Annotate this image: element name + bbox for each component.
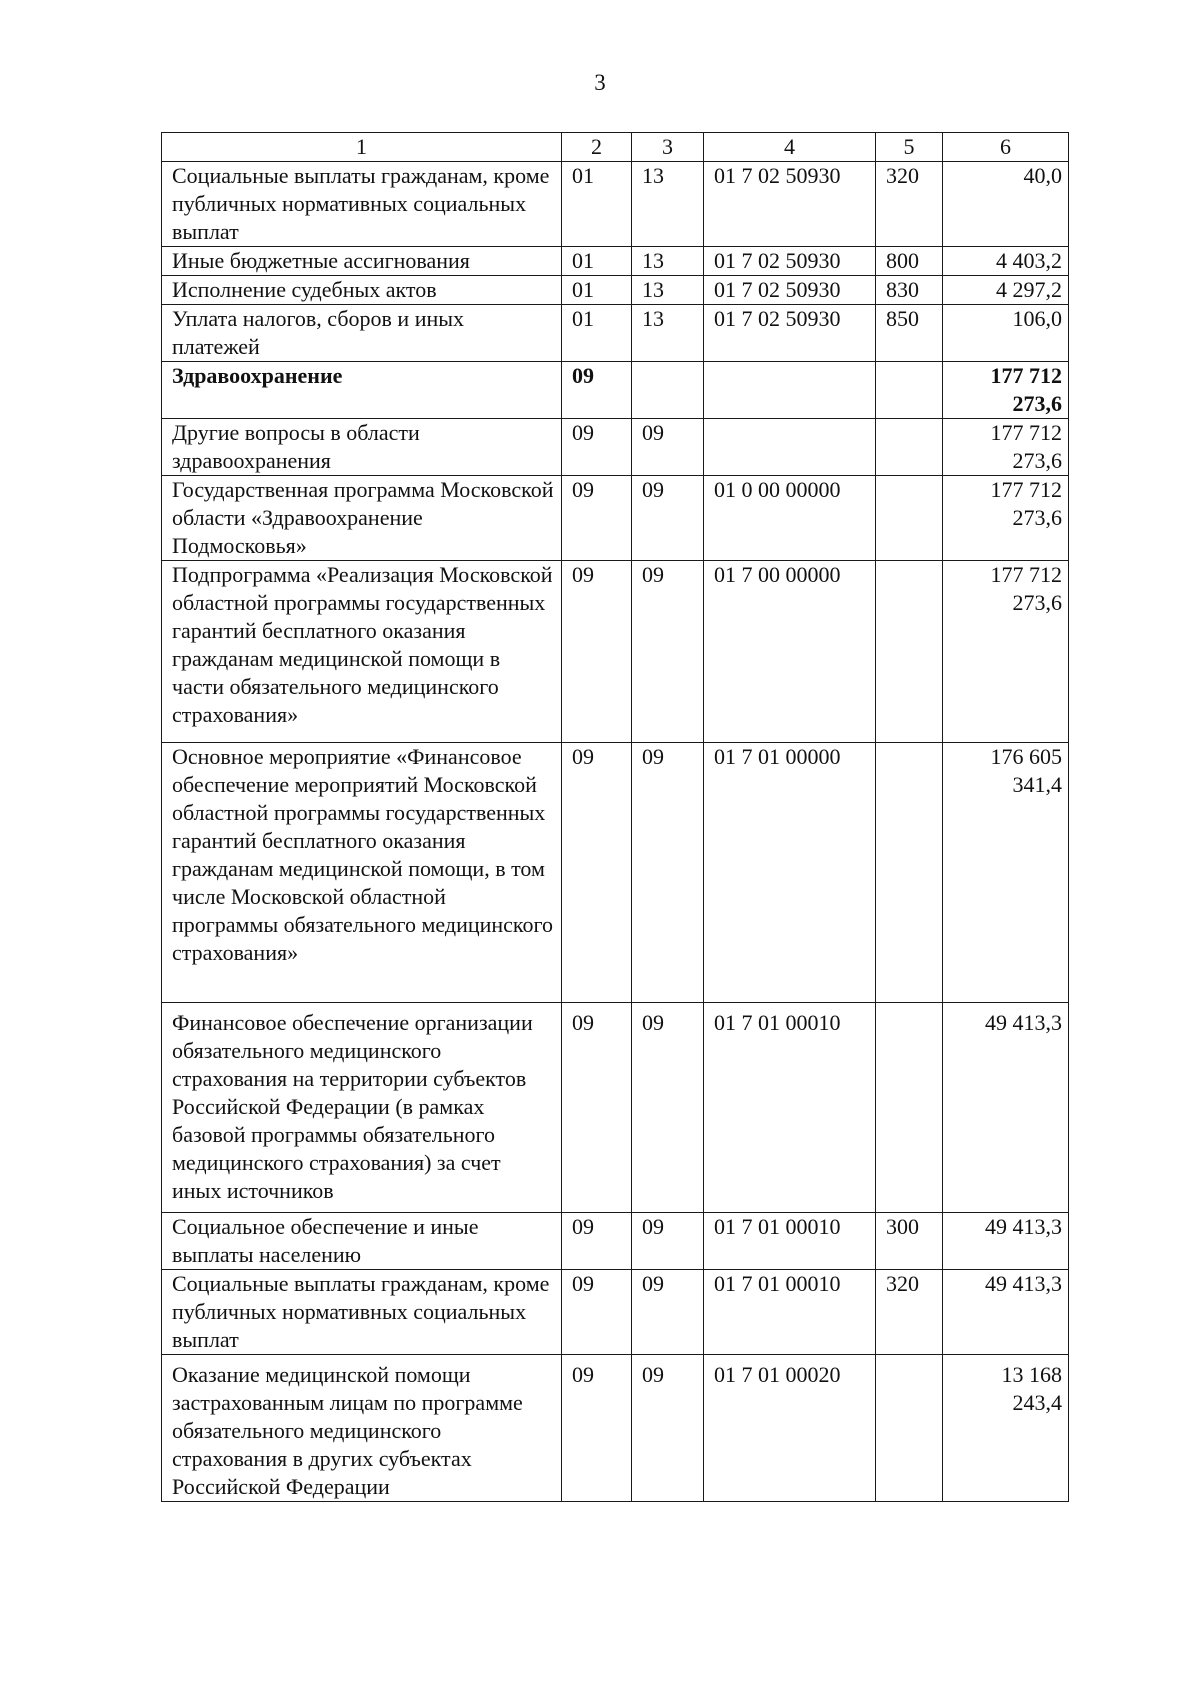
cell-section: 09 [562,1003,632,1213]
cell-expense-type [876,419,943,476]
cell-name: Иные бюджетные ассигнования [162,247,562,276]
cell-amount: 13 168 243,4 [943,1355,1069,1502]
page-number: 3 [594,70,606,95]
table-row [162,1213,1069,1270]
header-cell-5: 5 [876,133,943,162]
cell-expense-type [876,476,943,561]
cell-section: 09 [562,743,632,1003]
cell-amount: 177 712 273,6 [943,561,1069,743]
cell-name: Подпрограмма «Реализация Московской областной программы государственных гарантий бесплатного оказания гражданам медицинской помощи в части обязательного медицинского страхования» [162,561,562,743]
cell-subsection: 09 [632,1355,704,1502]
cell-target-code [704,419,876,476]
cell-subsection: 13 [632,276,704,305]
cell-expense-type: 300 [876,1213,943,1270]
cell-name: Социальные выплаты гражданам, кроме публичных нормативных социальных выплат [162,162,562,247]
table-row [162,1003,1069,1213]
cell-amount: 4 297,2 [943,276,1069,305]
cell-section: 01 [562,305,632,362]
header-cell-6: 6 [943,133,1069,162]
cell-subsection: 09 [632,561,704,743]
cell-name: Оказание медицинской помощи застрахованным лицам по программе обязательного медицинского страхования в других субъектах Российской Федерации [162,1355,562,1502]
table-row [162,305,1069,362]
cell-name: Здравоохранение [162,362,562,419]
cell-section: 01 [562,162,632,247]
cell-target-code: 01 7 01 00020 [704,1355,876,1502]
table-row [162,276,1069,305]
cell-expense-type: 320 [876,1270,943,1355]
cell-target-code [704,362,876,419]
header-cell-3: 3 [632,133,704,162]
cell-subsection: 09 [632,476,704,561]
cell-target-code: 01 7 02 50930 [704,305,876,362]
cell-target-code: 01 7 02 50930 [704,162,876,247]
cell-section: 01 [562,276,632,305]
cell-name: Финансовое обеспечение организации обязательного медицинского страхования на территории субъектов Российской Федерации (в рамках базовой программы обязательного медицинского страхования) за счет иных источников [162,1003,562,1213]
cell-section: 09 [562,1270,632,1355]
cell-expense-type: 800 [876,247,943,276]
cell-amount: 177 712 273,6 [943,476,1069,561]
header-cell-1: 1 [162,133,562,162]
cell-subsection: 13 [632,247,704,276]
cell-amount: 49 413,3 [943,1003,1069,1213]
cell-target-code: 01 7 02 50930 [704,276,876,305]
cell-name: Государственная программа Московской области «Здравоохранение Подмосковья» [162,476,562,561]
cell-expense-type [876,561,943,743]
cell-subsection: 09 [632,1270,704,1355]
cell-expense-type [876,362,943,419]
cell-target-code: 01 7 01 00010 [704,1270,876,1355]
table-row [162,476,1069,561]
cell-name: Социальные выплаты гражданам, кроме публичных нормативных социальных выплат [162,1270,562,1355]
cell-target-code: 01 7 00 00000 [704,561,876,743]
cell-name: Другие вопросы в области здравоохранения [162,419,562,476]
cell-target-code: 01 7 01 00010 [704,1213,876,1270]
cell-subsection: 13 [632,162,704,247]
table-row [162,247,1069,276]
cell-section: 09 [562,419,632,476]
cell-expense-type [876,1003,943,1213]
table-row [162,561,1069,743]
cell-amount: 49 413,3 [943,1270,1069,1355]
cell-target-code: 01 7 02 50930 [704,247,876,276]
cell-expense-type: 830 [876,276,943,305]
cell-amount: 177 712 273,6 [943,362,1069,419]
cell-target-code: 01 0 00 00000 [704,476,876,561]
cell-expense-type [876,743,943,1003]
cell-amount: 49 413,3 [943,1213,1069,1270]
cell-amount: 40,0 [943,162,1069,247]
cell-target-code: 01 7 01 00000 [704,743,876,1003]
cell-subsection: 09 [632,1003,704,1213]
cell-section: 09 [562,1355,632,1502]
cell-section: 09 [562,561,632,743]
table-row [162,1270,1069,1355]
cell-expense-type: 850 [876,305,943,362]
cell-amount: 176 605 341,4 [943,743,1069,1003]
header-row [162,133,1069,162]
cell-name: Социальное обеспечение и иные выплаты населению [162,1213,562,1270]
budget-table [161,132,1069,1502]
table-row [162,419,1069,476]
cell-subsection [632,362,704,419]
cell-name: Исполнение судебных актов [162,276,562,305]
cell-name: Уплата налогов, сборов и иных платежей [162,305,562,362]
cell-section: 09 [562,476,632,561]
table-row [162,743,1069,1003]
table-row [162,162,1069,247]
table-row [162,362,1069,419]
cell-amount: 177 712 273,6 [943,419,1069,476]
cell-subsection: 09 [632,419,704,476]
cell-expense-type: 320 [876,162,943,247]
cell-subsection: 09 [632,743,704,1003]
cell-name: Основное мероприятие «Финансовое обеспечение мероприятий Московской областной программы государственных гарантий бесплатного оказания гражданам медицинской помощи, в том числе Московской областной программы обязательного медицинского страхования» [162,743,562,1003]
cell-amount: 106,0 [943,305,1069,362]
table-body [162,162,1069,1502]
cell-expense-type [876,1355,943,1502]
header-cell-2: 2 [562,133,632,162]
cell-section: 09 [562,1213,632,1270]
cell-section: 09 [562,362,632,419]
header-cell-4: 4 [704,133,876,162]
cell-section: 01 [562,247,632,276]
cell-subsection: 13 [632,305,704,362]
cell-target-code: 01 7 01 00010 [704,1003,876,1213]
table-row [162,1355,1069,1502]
cell-amount: 4 403,2 [943,247,1069,276]
cell-subsection: 09 [632,1213,704,1270]
